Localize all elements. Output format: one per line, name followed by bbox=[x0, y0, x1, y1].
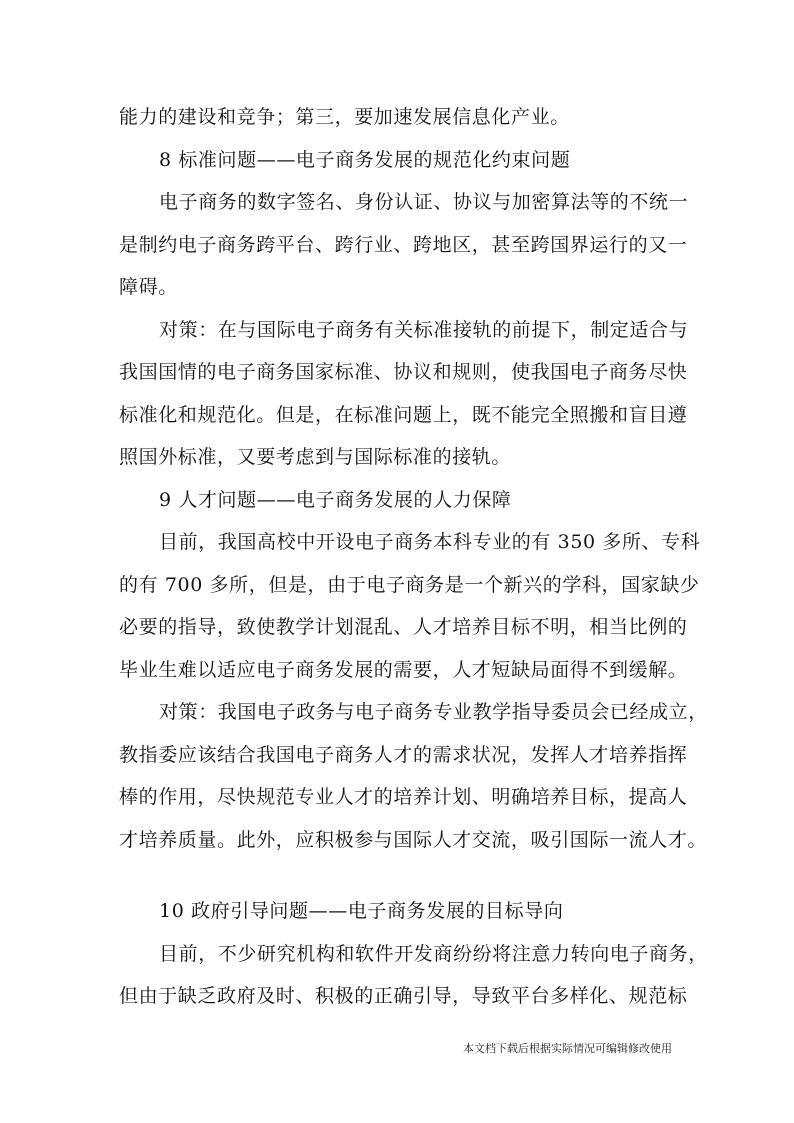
section-heading: 10 政府引导问题——电子商务发展的目标导向 bbox=[159, 900, 564, 922]
text-line: 障碍。 bbox=[119, 276, 178, 298]
text-line: 毕业生难以适应电子商务发展的需要，人才短缺局面得不到缓解。 bbox=[119, 659, 688, 681]
text-line: 对策：在与国际电子商务有关标准接轨的前提下，制定适合与 bbox=[159, 319, 689, 341]
text-line: 教指委应该结合我国电子商务人才的需求状况，发挥人才培养指挥 bbox=[119, 744, 688, 766]
text-line: 电子商务的数字签名、身份认证、协议与加密算法等的不统一 bbox=[159, 191, 689, 213]
section-heading: 9 人才问题——电子商务发展的人力保障 bbox=[159, 489, 512, 511]
text-line: 棒的作用，尽快规范专业人才的培养计划、明确培养目标，提高人 bbox=[119, 786, 688, 808]
text-line: 我国国情的电子商务国家标准、协议和规则，使我国电子商务尽快 bbox=[119, 361, 688, 383]
text-line: 目前，不少研究机构和软件开发商纷纷将注意力转向电子商务， bbox=[159, 943, 708, 965]
text-line: 才培养质量。此外，应积极参与国际人才交流，吸引国际一流人才。 bbox=[119, 829, 708, 851]
text-line: 必要的指导，致使教学计划混乱、人才培养目标不明，相当比例的 bbox=[119, 616, 688, 638]
text-line: 对策：我国电子政务与电子商务专业教学指导委员会已经成立， bbox=[159, 701, 708, 723]
text-line: 能力的建设和竞争；第三，要加速发展信息化产业。 bbox=[119, 106, 570, 128]
text-line: 是制约电子商务跨平台、跨行业、跨地区，甚至跨国界运行的又一 bbox=[119, 234, 688, 256]
section-heading: 8 标准问题——电子商务发展的规范化约束问题 bbox=[159, 149, 571, 171]
text-line: 标准化和规范化。但是，在标准问题上，既不能完全照搬和盲目遵 bbox=[119, 404, 688, 426]
text-line: 但由于缺乏政府及时、积极的正确引导，导致平台多样化、规范标 bbox=[119, 985, 688, 1007]
text-line: 照国外标准，又要考虑到与国际标准的接轨。 bbox=[119, 446, 512, 468]
text-line: 目前，我国高校中开设电子商务本科专业的有 350 多所、专科 bbox=[159, 531, 701, 553]
text-line: 的有 700 多所，但是，由于电子商务是一个新兴的学科，国家缺少 bbox=[119, 574, 700, 596]
page-footer: 本文档下载后根据实际情况可编辑修改使用 bbox=[463, 1042, 672, 1055]
